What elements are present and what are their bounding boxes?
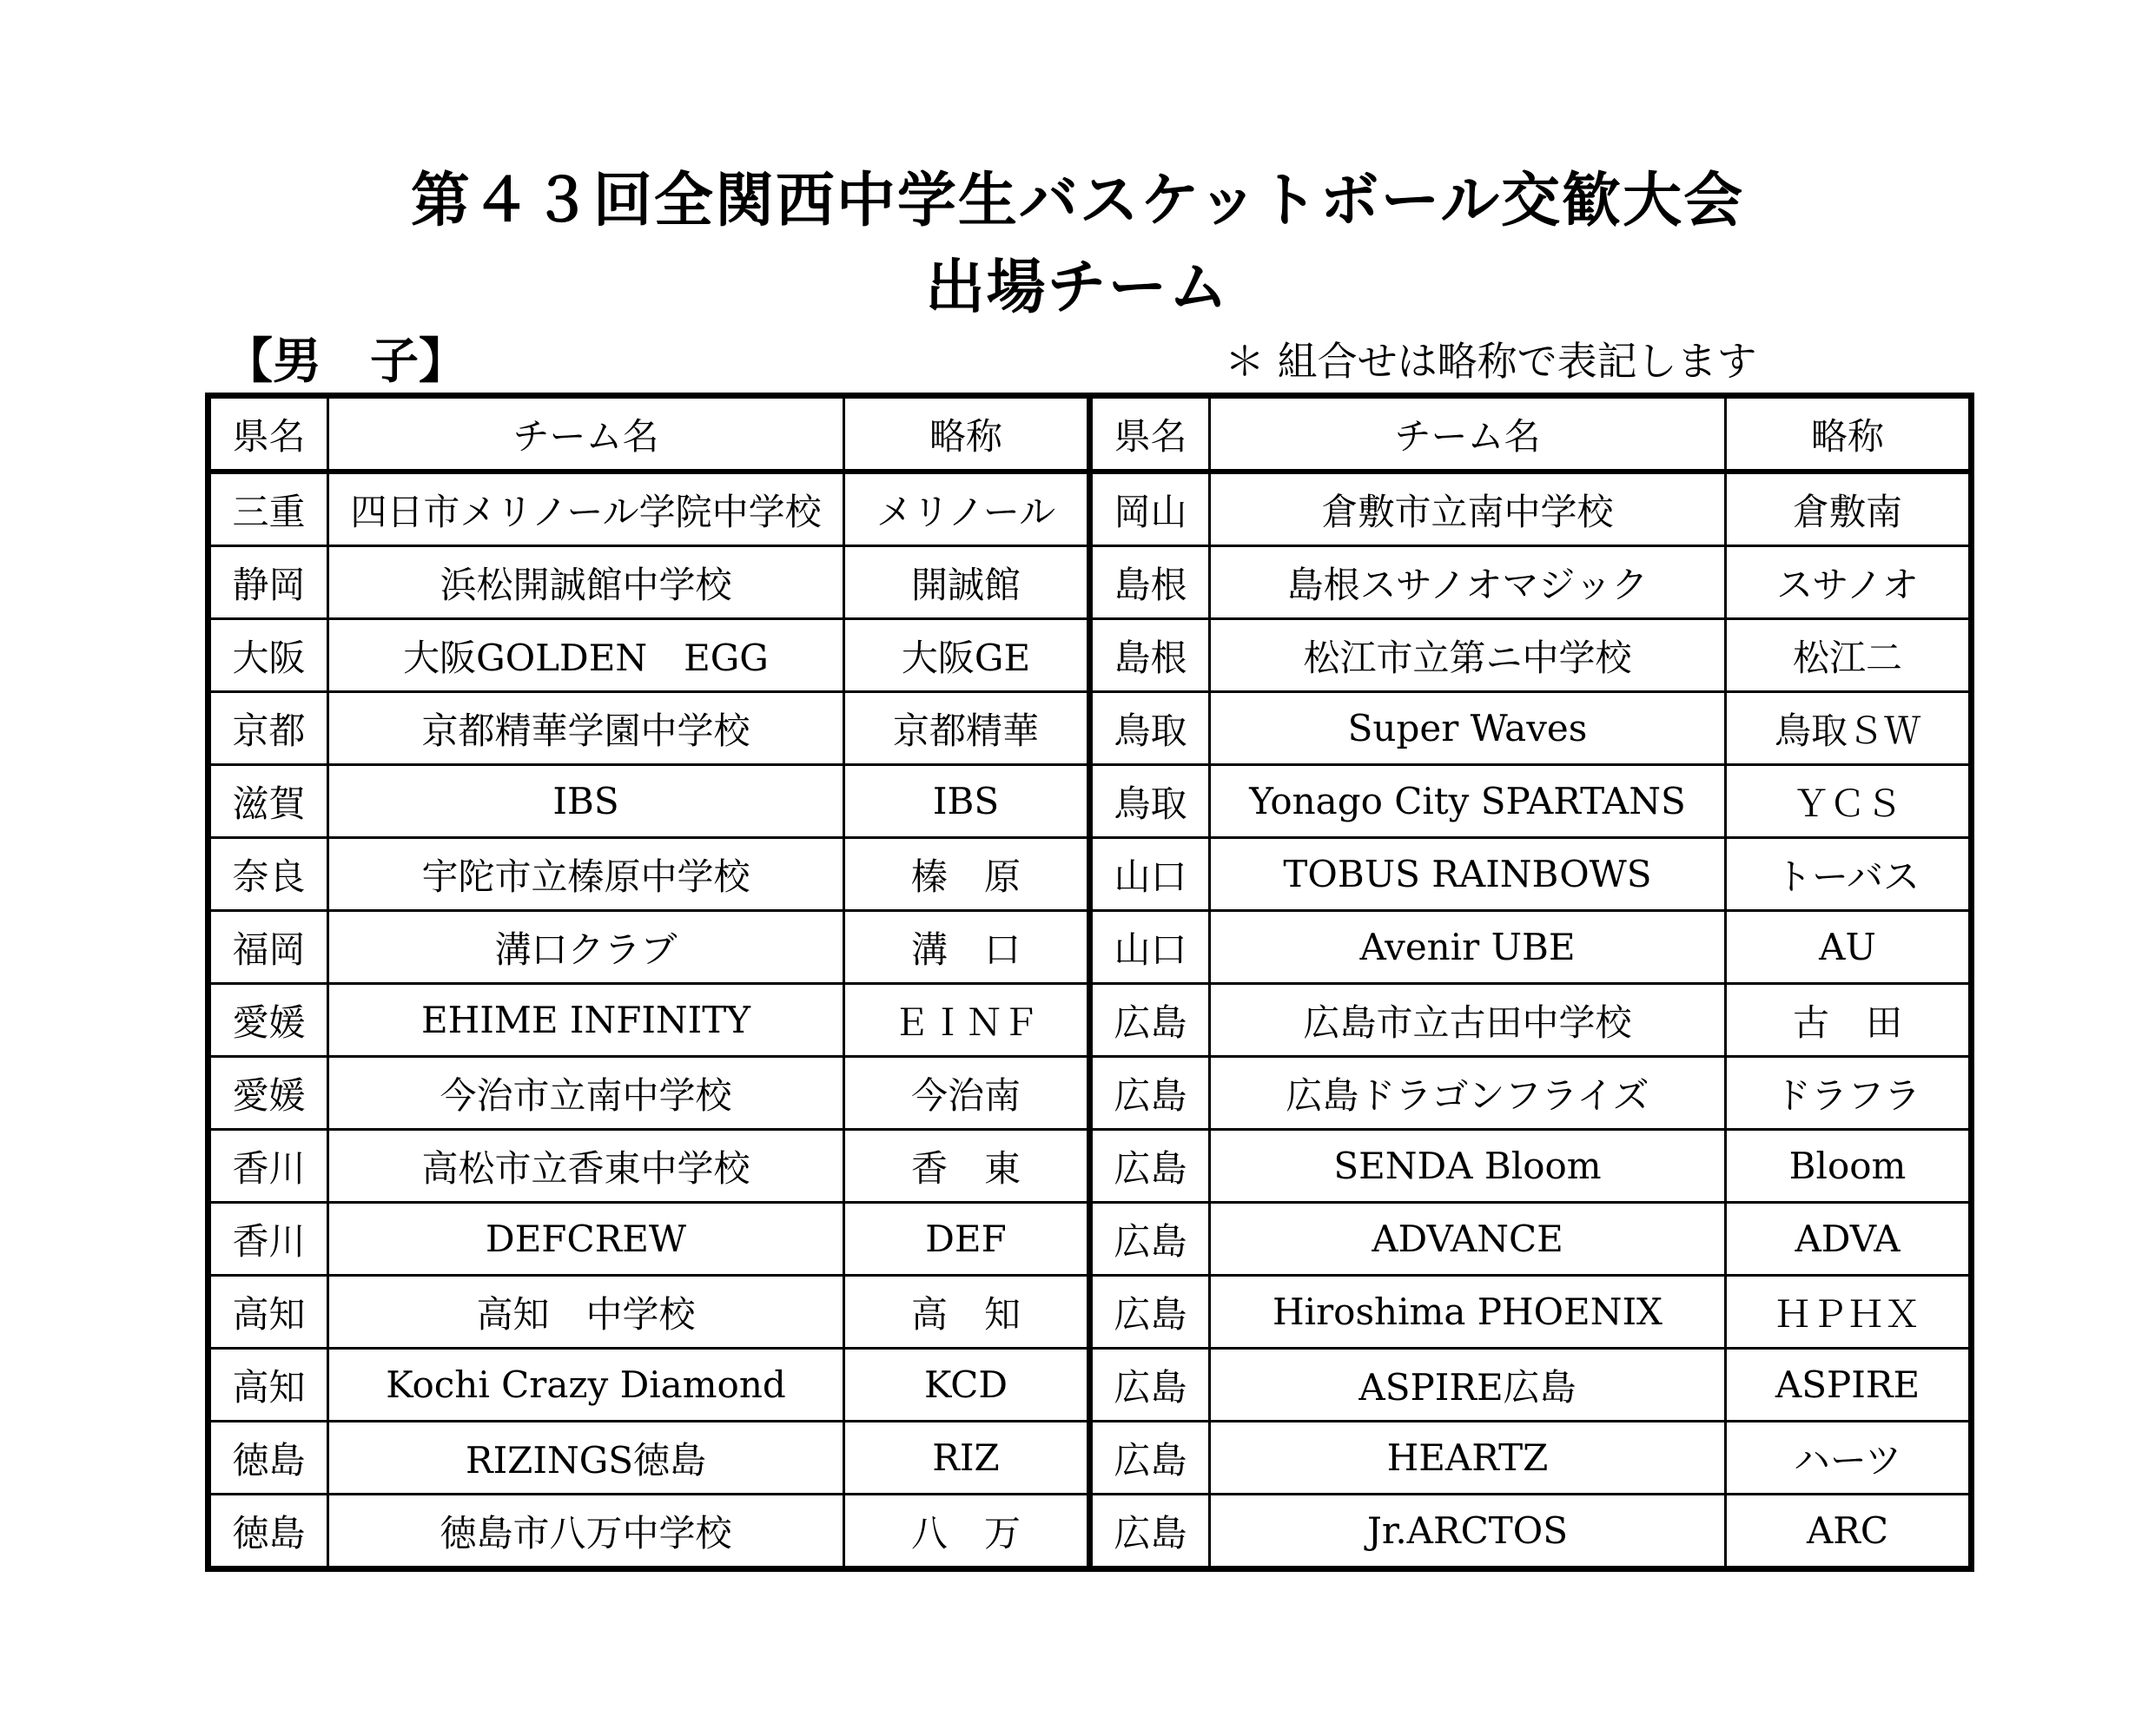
team-name-cell: 徳島市八万中学校 xyxy=(328,1495,844,1569)
pref-cell: 徳島 xyxy=(208,1422,328,1495)
team-name-cell: 松江市立第ニ中学校 xyxy=(1210,619,1726,692)
table-row xyxy=(208,1422,1972,1495)
table-row xyxy=(208,838,1972,911)
team-name-cell: SENDA Bloom xyxy=(1210,1130,1726,1203)
abbr-cell: 八 万 xyxy=(844,1495,1090,1569)
team-name-cell: TOBUS RAINBOWS xyxy=(1210,838,1726,911)
table-row xyxy=(208,619,1972,692)
header-pref: 県名 xyxy=(208,396,328,472)
teams-table xyxy=(205,393,1974,1572)
abbr-cell: 開誠館 xyxy=(844,546,1090,619)
team-name-cell: DEFCREW xyxy=(328,1203,844,1276)
pref-cell: 香川 xyxy=(208,1130,328,1203)
document-title: 第４３回全関西中学生バスケットボール交歓大会 xyxy=(410,167,1745,235)
abbr-cell: AU xyxy=(1726,911,1972,984)
team-name-cell: HEARTZ xyxy=(1210,1422,1726,1495)
pref-cell: 広島 xyxy=(1090,1422,1210,1495)
abbr-cell: 京都精華 xyxy=(844,692,1090,765)
abbr-cell: 古 田 xyxy=(1726,984,1972,1057)
pref-cell: 滋賀 xyxy=(208,765,328,838)
pref-cell: 高知 xyxy=(208,1349,328,1422)
table-row xyxy=(208,1130,1972,1203)
table-row xyxy=(208,692,1972,765)
header-team: チーム名 xyxy=(328,396,844,472)
team-name-cell: 浜松開誠館中学校 xyxy=(328,546,844,619)
abbr-cell: ＹＣＳ xyxy=(1726,765,1972,838)
team-name-cell: 大阪GOLDEN EGG xyxy=(328,619,844,692)
table-row xyxy=(208,1057,1972,1130)
abbr-cell: RIZ xyxy=(844,1422,1090,1495)
pref-cell: 徳島 xyxy=(208,1495,328,1569)
pref-cell: 愛媛 xyxy=(208,984,328,1057)
table-row xyxy=(208,1349,1972,1422)
team-name-cell: ASPIRE広島 xyxy=(1210,1349,1726,1422)
table-row xyxy=(208,1495,1972,1569)
team-name-cell: 広島市立古田中学校 xyxy=(1210,984,1726,1057)
abbr-cell: 今治南 xyxy=(844,1057,1090,1130)
pref-cell: 福岡 xyxy=(208,911,328,984)
pref-cell: 島根 xyxy=(1090,619,1210,692)
team-name-cell: Kochi Crazy Diamond xyxy=(328,1349,844,1422)
team-name-cell: 溝口クラブ xyxy=(328,911,844,984)
abbr-cell: IBS xyxy=(844,765,1090,838)
pref-cell: 広島 xyxy=(1090,1276,1210,1349)
pref-cell: 山口 xyxy=(1090,911,1210,984)
header-abbr: 略称 xyxy=(844,396,1090,472)
team-name-cell: 高松市立香東中学校 xyxy=(328,1130,844,1203)
document-subtitle: 出場チーム xyxy=(925,254,1230,322)
team-name-cell: 倉敷市立南中学校 xyxy=(1210,472,1726,546)
table-row xyxy=(208,1203,1972,1276)
team-name-cell: Super Waves xyxy=(1210,692,1726,765)
abbr-cell: ハーツ xyxy=(1726,1422,1972,1495)
abbr-cell: 倉敷南 xyxy=(1726,472,1972,546)
section-label-boys: 【男 子】 xyxy=(224,333,467,390)
pref-cell: 香川 xyxy=(208,1203,328,1276)
abbr-cell: 松江二 xyxy=(1726,619,1972,692)
abbr-cell: ARC xyxy=(1726,1495,1972,1569)
team-name-cell: 今治市立南中学校 xyxy=(328,1057,844,1130)
pref-cell: 広島 xyxy=(1090,984,1210,1057)
header-abbr: 略称 xyxy=(1726,396,1972,472)
abbr-cell: DEF xyxy=(844,1203,1090,1276)
pref-cell: 島根 xyxy=(1090,546,1210,619)
team-name-cell: EHIME INFINITY xyxy=(328,984,844,1057)
team-name-cell: ADVANCE xyxy=(1210,1203,1726,1276)
pref-cell: 鳥取 xyxy=(1090,765,1210,838)
abbr-cell: トーバス xyxy=(1726,838,1972,911)
header-team: チーム名 xyxy=(1210,396,1726,472)
table-row xyxy=(208,472,1972,546)
pref-cell: 岡山 xyxy=(1090,472,1210,546)
abbr-cell: 高 知 xyxy=(844,1276,1090,1349)
abbr-cell: ＥＩＮＦ xyxy=(844,984,1090,1057)
team-name-cell: 島根スサノオマジック xyxy=(1210,546,1726,619)
table-row xyxy=(208,984,1972,1057)
abbr-cell: Bloom xyxy=(1726,1130,1972,1203)
team-name-cell: Jr.ARCTOS xyxy=(1210,1495,1726,1569)
pref-cell: 愛媛 xyxy=(208,1057,328,1130)
pref-cell: 広島 xyxy=(1090,1057,1210,1130)
pref-cell: 高知 xyxy=(208,1276,328,1349)
abbr-cell: 大阪GE xyxy=(844,619,1090,692)
pref-cell: 広島 xyxy=(1090,1203,1210,1276)
header-pref: 県名 xyxy=(1090,396,1210,472)
abbr-cell: ASPIRE xyxy=(1726,1349,1972,1422)
team-name-cell: 広島ドラゴンフライズ xyxy=(1210,1057,1726,1130)
team-name-cell: 京都精華学園中学校 xyxy=(328,692,844,765)
abbr-cell: 香 東 xyxy=(844,1130,1090,1203)
table-row xyxy=(208,765,1972,838)
abbr-cell: ＨＰＨＸ xyxy=(1726,1276,1972,1349)
pref-cell: 鳥取 xyxy=(1090,692,1210,765)
pref-cell: 静岡 xyxy=(208,546,328,619)
team-name-cell: 四日市メリノール学院中学校 xyxy=(328,472,844,546)
table-row xyxy=(208,546,1972,619)
team-name-cell: Hiroshima PHOENIX xyxy=(1210,1276,1726,1349)
team-name-cell: RIZINGS徳島 xyxy=(328,1422,844,1495)
table-header-row xyxy=(208,396,1972,472)
pref-cell: 奈良 xyxy=(208,838,328,911)
pref-cell: 広島 xyxy=(1090,1349,1210,1422)
pref-cell: 広島 xyxy=(1090,1495,1210,1569)
abbr-cell: スサノオ xyxy=(1726,546,1972,619)
team-name-cell: 高知 中学校 xyxy=(328,1276,844,1349)
pref-cell: 大阪 xyxy=(208,619,328,692)
abbr-cell: KCD xyxy=(844,1349,1090,1422)
abbr-cell: 榛 原 xyxy=(844,838,1090,911)
pref-cell: 山口 xyxy=(1090,838,1210,911)
table-row xyxy=(208,1276,1972,1349)
abbr-cell: ドラフラ xyxy=(1726,1057,1972,1130)
table-row xyxy=(208,911,1972,984)
team-name-cell: Avenir UBE xyxy=(1210,911,1726,984)
team-name-cell: IBS xyxy=(328,765,844,838)
pref-cell: 京都 xyxy=(208,692,328,765)
pref-cell: 広島 xyxy=(1090,1130,1210,1203)
abbr-cell: 溝 口 xyxy=(844,911,1090,984)
abbreviation-note: ＊ 組合せは略称で表記します xyxy=(1225,338,1757,385)
abbr-cell: 鳥取ＳＷ xyxy=(1726,692,1972,765)
abbr-cell: ADVA xyxy=(1726,1203,1972,1276)
pref-cell: 三重 xyxy=(208,472,328,546)
team-name-cell: 宇陀市立榛原中学校 xyxy=(328,838,844,911)
team-name-cell: Yonago City SPARTANS xyxy=(1210,765,1726,838)
abbr-cell: メリノール xyxy=(844,472,1090,546)
